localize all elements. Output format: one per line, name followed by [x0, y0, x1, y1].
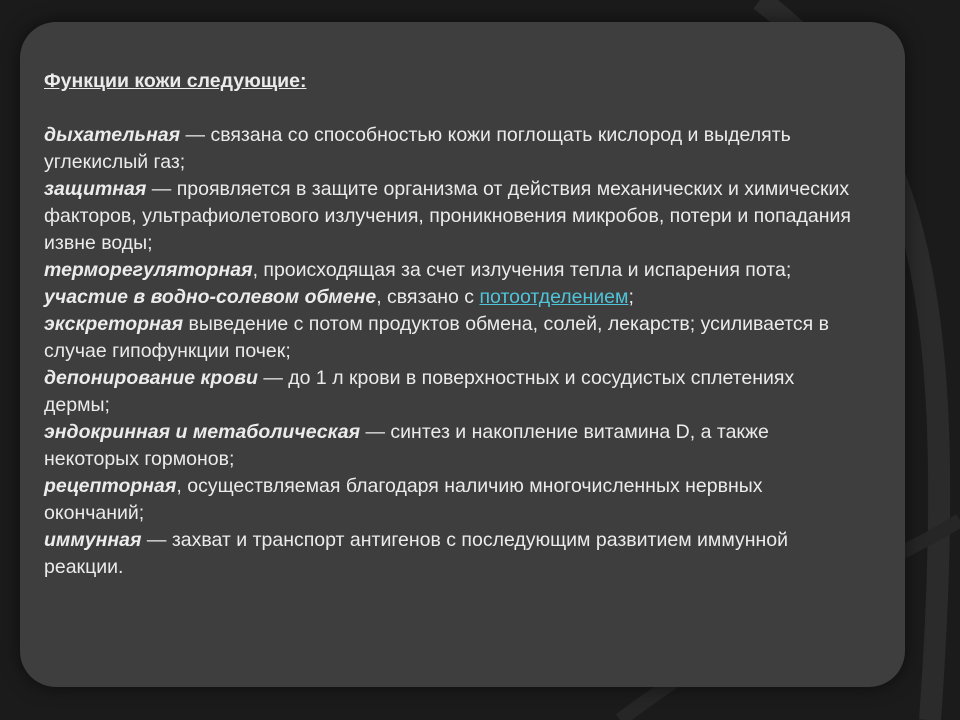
function-item-excretory [44, 311, 854, 365]
function-term: дыхательная [44, 124, 181, 146]
function-term: рецепторная [44, 475, 177, 497]
function-term: терморегуляторная [44, 259, 253, 281]
function-description: — связана со способностью кожи поглощать кислород и выделять углекислый газ; [44, 124, 791, 173]
function-term: эндокринная и метаболическая [44, 421, 361, 443]
function-item-receptor [44, 473, 854, 527]
text-block [44, 68, 854, 581]
function-description: — до 1 л крови в поверхностных и сосудистых сплетениях дермы; [44, 367, 795, 416]
function-term: депонирование крови [44, 367, 258, 389]
function-term: защитная [44, 178, 147, 200]
sweating-link[interactable]: потоотделением [479, 286, 629, 308]
function-term: участие в водно-солевом обмене [44, 286, 377, 308]
function-description: — проявляется в защите организма от действия механических и химических факторов, ультрафиолетового излучения, проникновения микробов, потери и попадания извне воды; [44, 178, 851, 254]
function-description: , осуществляемая благодаря наличию многочисленных нервных окончаний; [44, 475, 763, 524]
function-item-respiratory [44, 122, 854, 176]
function-term: иммунная [44, 529, 142, 551]
slide-heading: Функции кожи следующие: [44, 70, 307, 92]
function-description: , происходящая за счет излучения тепла и испарения пота; [252, 259, 792, 281]
function-item-water-salt [44, 284, 854, 311]
function-description: — синтез и накопление витамина D, а также некоторых гормонов; [44, 421, 769, 470]
function-term: экскреторная [44, 313, 184, 335]
function-description: выведение с потом продуктов обмена, солей, лекарств; усиливается в случае гипофункции почек; [44, 313, 829, 362]
function-item-protective [44, 176, 854, 257]
function-description-end: ; [628, 286, 634, 308]
function-description: — захват и транспорт антигенов с последующим развитием иммунной реакции. [44, 529, 788, 578]
function-item-endocrine [44, 419, 854, 473]
function-description: , связано с [376, 286, 480, 308]
function-item-immune [44, 527, 854, 581]
function-item-blood-deposit [44, 365, 854, 419]
function-item-thermoregulatory [44, 257, 854, 284]
